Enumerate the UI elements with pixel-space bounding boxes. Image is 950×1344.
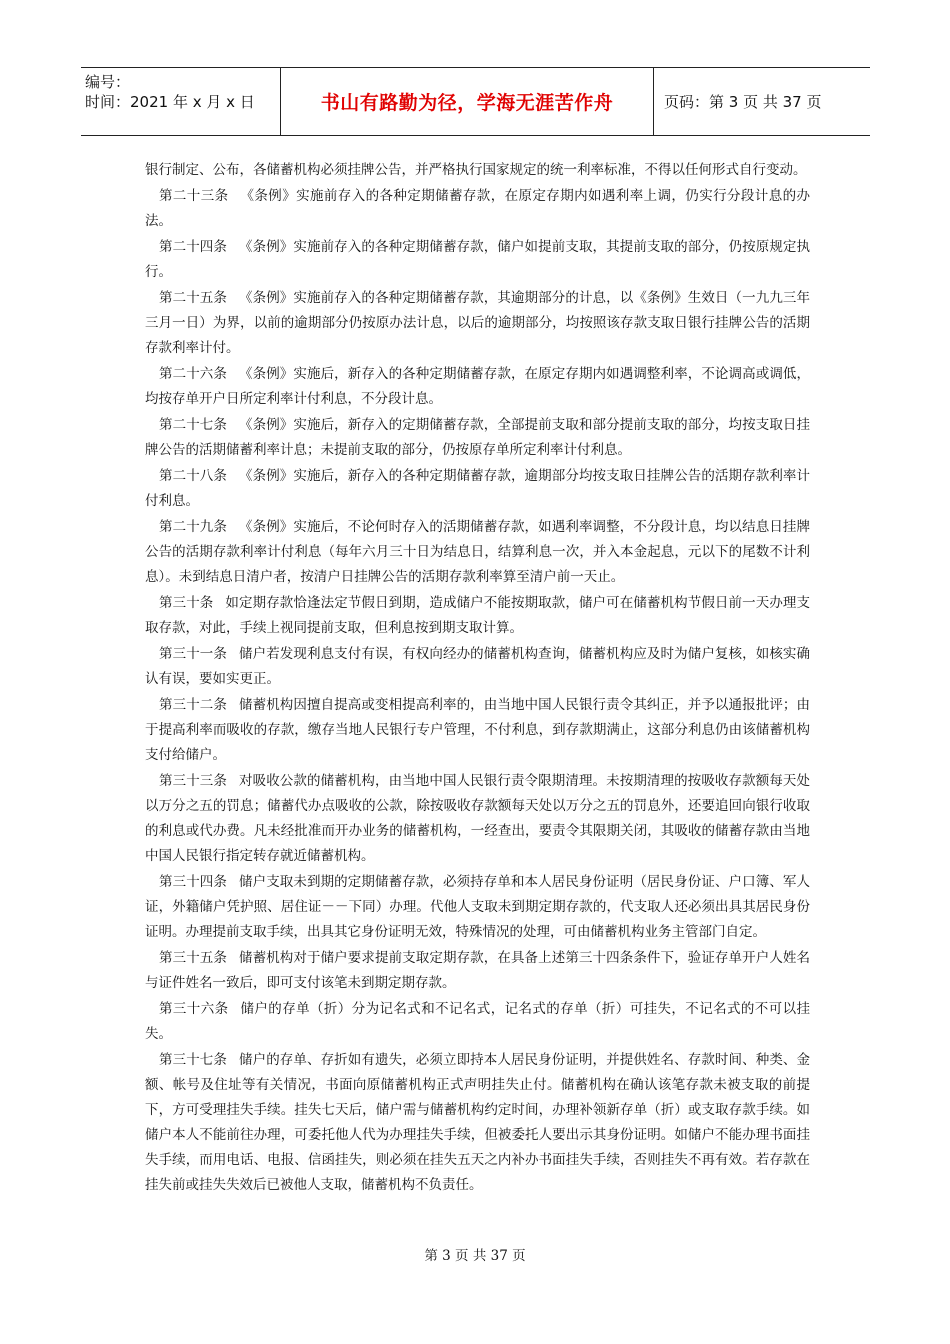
article-number: 第二十三条 [159,188,229,204]
article-number: 第二十五条 [159,290,227,306]
article-text: 《条例》实施前存入的各种定期储蓄存款，其逾期部分的计息，以《条例》生效日（一九九三年三月一日）为界，以前的逾期部分仍按原办法计息，以后的逾期部分，均按照该存款支取日银行挂牌公告的活期存款利率计付。 [145,290,811,356]
article-paragraph [145,642,810,692]
header-meta [81,68,281,135]
article-text: 《条例》实施后，新存入的各种定期储蓄存款，在原定存期内如遇调整利率，不论调高或调低，均按存单开户日所定利率计付利息，不分段计息。 [145,366,811,407]
document-date-label: 时间：2021 年 x 月 x 日 [85,93,255,111]
article-text: 储蓄机构因擅自提高或变相提高利率的，由当地中国人民银行责令其纠正，并予以通报批评；由于提高利率而吸收的存款，缴存当地人民银行专户管理，不付利息，到存款期满止，这部分利息仍由该储蓄机构支付给储户。 [145,697,811,763]
article-number: 第二十四条 [159,239,227,255]
article-paragraph [145,591,810,641]
article-paragraph [145,235,810,285]
article-paragraph [145,464,810,514]
article-paragraph [145,362,810,412]
article-paragraph [145,870,810,945]
article-paragraph [145,413,810,463]
article-number: 第二十八条 [159,468,227,484]
article-text: 储户的存单（折）分为记名式和不记名式，记名式的存单（折）可挂失，不记名式的不可以挂失。 [145,1001,810,1042]
article-number: 第三十二条 [159,697,227,713]
article-number: 第二十六条 [159,366,227,382]
article-number: 第三十四条 [159,874,227,890]
article-text: 《条例》实施前存入的各种定期储蓄存款，储户如提前支取，其提前支取的部分，仍按原规定执行。 [145,239,811,280]
article-paragraph [145,693,810,768]
page-header [81,67,870,136]
article-number: 第三十六条 [159,1001,229,1017]
article-paragraph [145,158,810,183]
article-paragraph [145,997,810,1047]
header-page-number: 页码：第 3 页 共 37 页 [664,93,822,111]
article-paragraph [145,515,810,590]
article-number: 第三十三条 [159,773,227,789]
article-number: 第三十条 [159,595,214,611]
article-paragraph [145,769,810,869]
article-text: 《条例》实施后，不论何时存入的活期储蓄存款，如遇利率调整，不分段计息，均以结息日挂牌公告的活期存款利率计付利息（每年六月三十日为结息日，结算利息一次，并入本金起息，元以下的尾数不计利息）。未到结息日清户者，按清户日挂牌公告的活期存款利率算至清户前一天止。 [145,519,811,585]
header-motto: 书山有路勤为径，学海无涯苦作舟 [281,68,654,135]
article-text: 储户的存单、存折如有遗失，必须立即持本人居民身份证明，并提供姓名、存款时间、种类、金额、帐号及住址等有关情况，书面向原储蓄机构正式声明挂失止付。储蓄机构在确认该笔存款未被支取的前提下，方可受理挂失手续。挂失七天后，储户需与储蓄机构约定时间，办理补领新存单（折）或支取存款手续。如储户本人不能前往办理，可委托他人代为办理挂失手续，但被委托人要出示其身份证明。如储户不能办理书面挂失手续，而用电话、电报、信函挂失，则必须在挂失五天之内补办书面挂失手续，否则挂失不再有效。若存款在挂失前或挂失失效后已被他人支取，储蓄机构不负责任。 [145,1052,811,1193]
article-text: 储户支取未到期的定期储蓄存款，必须持存单和本人居民身份证明（居民身份证、户口簿、军人证，外籍储户凭护照、居住证－－下同）办理。代他人支取未到期定期存款的，代支取人还必须出具其居民身份证明。办理提前支取手续，出具其它身份证明无效，特殊情况的处理，可由储蓄机构业务主管部门自定。 [145,874,811,940]
article-number: 第三十七条 [159,1052,227,1068]
article-text: 《条例》实施后，新存入的定期储蓄存款，全部提前支取和部分提前支取的部分，均按支取日挂牌公告的活期储蓄利率计息；未提前支取的部分，仍按原存单所定利率计付利息。 [145,417,811,458]
article-text: 储蓄机构对于储户要求提前支取定期存款，在具备上述第三十四条条件下，验证存单开户人姓名与证件姓名一致后，即可支付该笔未到期定期存款。 [145,950,811,991]
article-number: 第二十七条 [159,417,227,433]
article-number: 第三十五条 [159,950,227,966]
article-text: 银行制定、公布，各储蓄机构必须挂牌公告，并严格执行国家规定的统一利率标准，不得以任何形式自行变动。 [145,162,807,178]
article-text: 对吸收公款的储蓄机构，由当地中国人民银行责令限期清理。未按期清理的按吸收存款额每天处以万分之五的罚息；储蓄代办点吸收的公款，除按吸收存款额每天处以万分之五的罚息外，还要追回向银行收取的利息或代办费。凡未经批准而开办业务的储蓄机构，一经查出，要责令其限期关闭，其吸收的储蓄存款由当地中国人民银行指定转存就近储蓄机构。 [145,773,811,864]
article-paragraph [145,286,810,361]
article-paragraph [145,946,810,996]
article-paragraph [145,1048,810,1198]
article-text: 如定期存款恰逢法定节假日到期，造成储户不能按期取款，储户可在储蓄机构节假日前一天办理支取存款，对此，手续上视同提前支取，但利息按到期支取计算。 [145,595,811,636]
article-text: 储户若发现利息支付有误，有权向经办的储蓄机构查询，储蓄机构应及时为储户复核，如核实确认有误，要如实更正。 [145,646,811,687]
footer-page-number: 第 3 页 共 37 页 [424,1248,526,1264]
article-text: 《条例》实施前存入的各种定期储蓄存款，在原定存期内如遇利率上调，仍实行分段计息的办法。 [145,188,810,229]
article-text: 《条例》实施后，新存入的各种定期储蓄存款，逾期部分均按支取日挂牌公告的活期存款利率计付利息。 [145,468,811,509]
document-body [145,158,810,1199]
article-number: 第三十一条 [159,646,227,662]
page-footer [0,1244,950,1264]
article-number: 第二十九条 [159,519,227,535]
article-paragraph [145,184,810,234]
document-number-label: 编号： [85,73,131,91]
